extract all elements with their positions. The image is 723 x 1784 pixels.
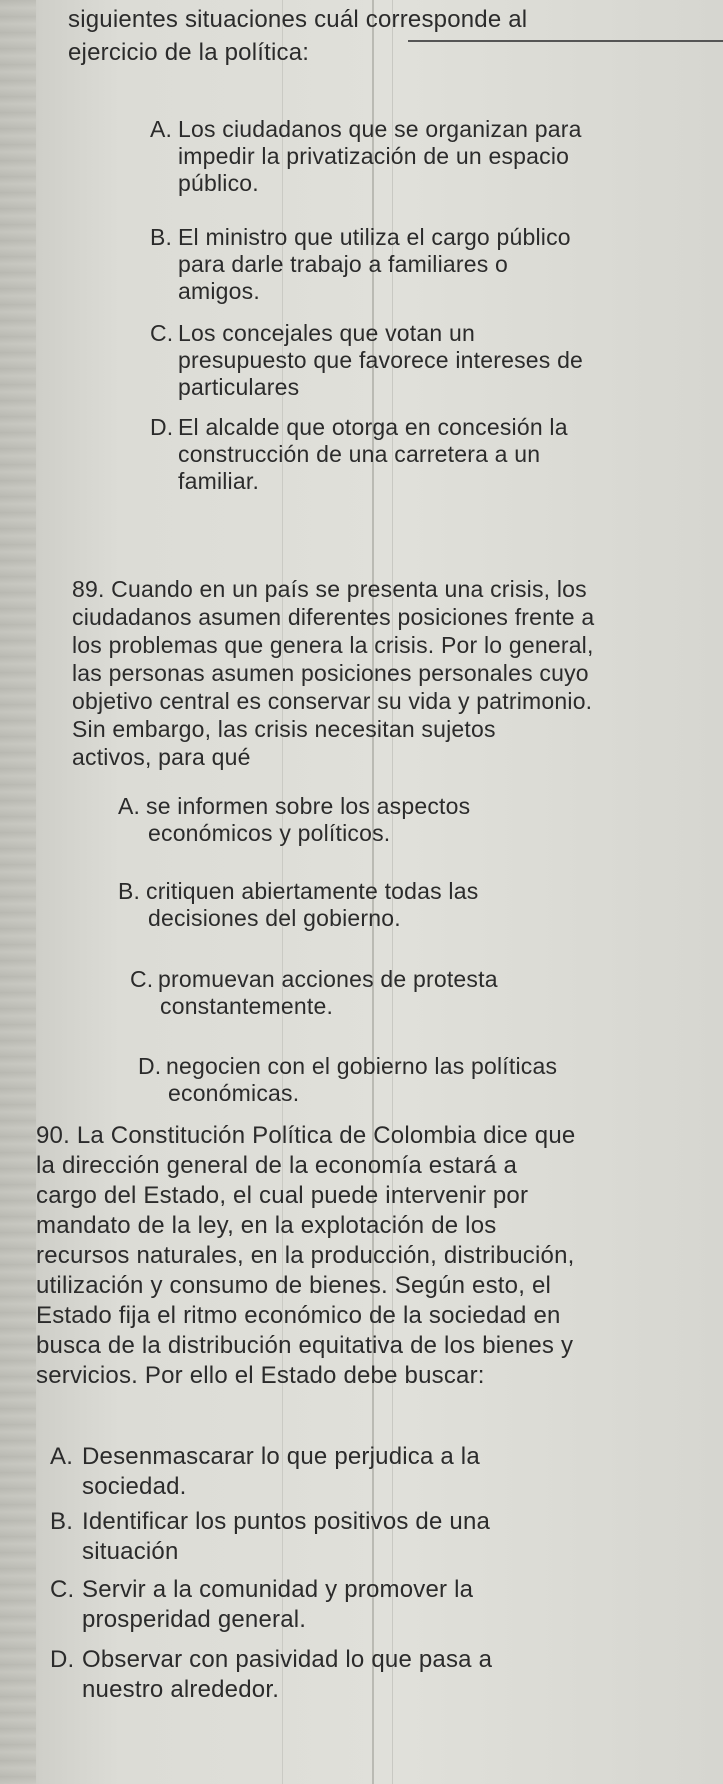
- text-line: busca de la distribución equitativa de los bienes y: [36, 1332, 574, 1359]
- text-line: recursos naturales, en la producción, distribución,: [36, 1242, 575, 1269]
- option-text: económicas.: [168, 1080, 300, 1106]
- text-line: las personas asumen posiciones personales cuyo: [72, 660, 589, 686]
- option-text: presupuesto que favorece intereses de: [178, 347, 584, 373]
- option-text: Desenmascarar lo que perjudica a la: [82, 1443, 480, 1470]
- option-text: económicos y políticos.: [148, 820, 391, 846]
- text-line: 90. La Constitución Política de Colombia dice que: [36, 1122, 576, 1149]
- option-text: se informen sobre los aspectos: [146, 793, 471, 819]
- option-text: particulares: [178, 374, 300, 400]
- option-letter: A.: [50, 1443, 74, 1470]
- option-text: Servir a la comunidad y promover la: [82, 1576, 474, 1603]
- option-text: para darle trabajo a familiares o: [178, 251, 509, 277]
- option-letter: B.: [150, 224, 173, 250]
- option-letter: C.: [50, 1576, 75, 1603]
- option-text: situación: [82, 1538, 179, 1565]
- option-letter: C.: [130, 966, 154, 992]
- text-line: objetivo central es conservar su vida y patrimonio.: [72, 688, 593, 714]
- text-line: Sin embargo, las crisis necesitan sujetos: [72, 716, 496, 742]
- option-text: critiquen abiertamente todas las: [146, 878, 479, 904]
- option-text: decisiones del gobierno.: [148, 905, 401, 931]
- text-line: Estado fija el ritmo económico de la sociedad en: [36, 1302, 561, 1329]
- text-line: servicios. Por ello el Estado debe buscar:: [36, 1362, 485, 1389]
- option-text: negocien con el gobierno las políticas: [166, 1053, 558, 1079]
- option-text: amigos.: [178, 278, 260, 304]
- option-text: nuestro alrededor.: [82, 1676, 280, 1703]
- binding-edge: [0, 0, 36, 1784]
- option-text: Los concejales que votan un: [178, 320, 475, 346]
- option-letter: A.: [118, 793, 141, 819]
- option-text: Identificar los puntos positivos de una: [82, 1508, 491, 1535]
- text-line: utilización y consumo de bienes. Según esto, el: [36, 1272, 552, 1299]
- option-text: Los ciudadanos que se organizan para: [178, 116, 582, 142]
- text-line: ciudadanos asumen diferentes posiciones frente a: [72, 604, 595, 630]
- table-border-line: [408, 40, 723, 42]
- text-line: 89. Cuando en un país se presenta una crisis, los: [72, 576, 587, 602]
- text-line: ejercicio de la política:: [68, 39, 310, 66]
- option-text: Observar con pasividad lo que pasa a: [82, 1646, 493, 1673]
- option-letter: B.: [118, 878, 141, 904]
- option-text: prosperidad general.: [82, 1606, 307, 1633]
- option-text: constantemente.: [160, 993, 334, 1019]
- text-line: los problemas que genera la crisis. Por lo general,: [72, 632, 594, 658]
- option-text: familiar.: [178, 468, 260, 494]
- option-letter: B.: [50, 1508, 74, 1535]
- option-text: El alcalde que otorga en concesión la: [178, 414, 568, 440]
- text-line: cargo del Estado, el cual puede intervenir por: [36, 1182, 529, 1209]
- option-text: impedir la privatización de un espacio: [178, 143, 570, 169]
- option-text: promuevan acciones de protesta: [158, 966, 498, 992]
- option-letter: D.: [150, 414, 174, 440]
- option-text: público.: [178, 170, 259, 196]
- text-line: activos, para qué: [72, 744, 251, 770]
- option-letter: D.: [138, 1053, 162, 1079]
- option-letter: C.: [150, 320, 174, 346]
- option-text: construcción de una carretera a un: [178, 441, 541, 467]
- option-letter: D.: [50, 1646, 75, 1673]
- text-line: la dirección general de la economía estará a: [36, 1152, 518, 1179]
- option-letter: A.: [150, 116, 173, 142]
- text-line: mandato de la ley, en la explotación de los: [36, 1212, 497, 1239]
- option-text: sociedad.: [82, 1473, 187, 1500]
- text-line: siguientes situaciones cuál corresponde al: [68, 6, 528, 33]
- option-text: El ministro que utiliza el cargo público: [178, 224, 571, 250]
